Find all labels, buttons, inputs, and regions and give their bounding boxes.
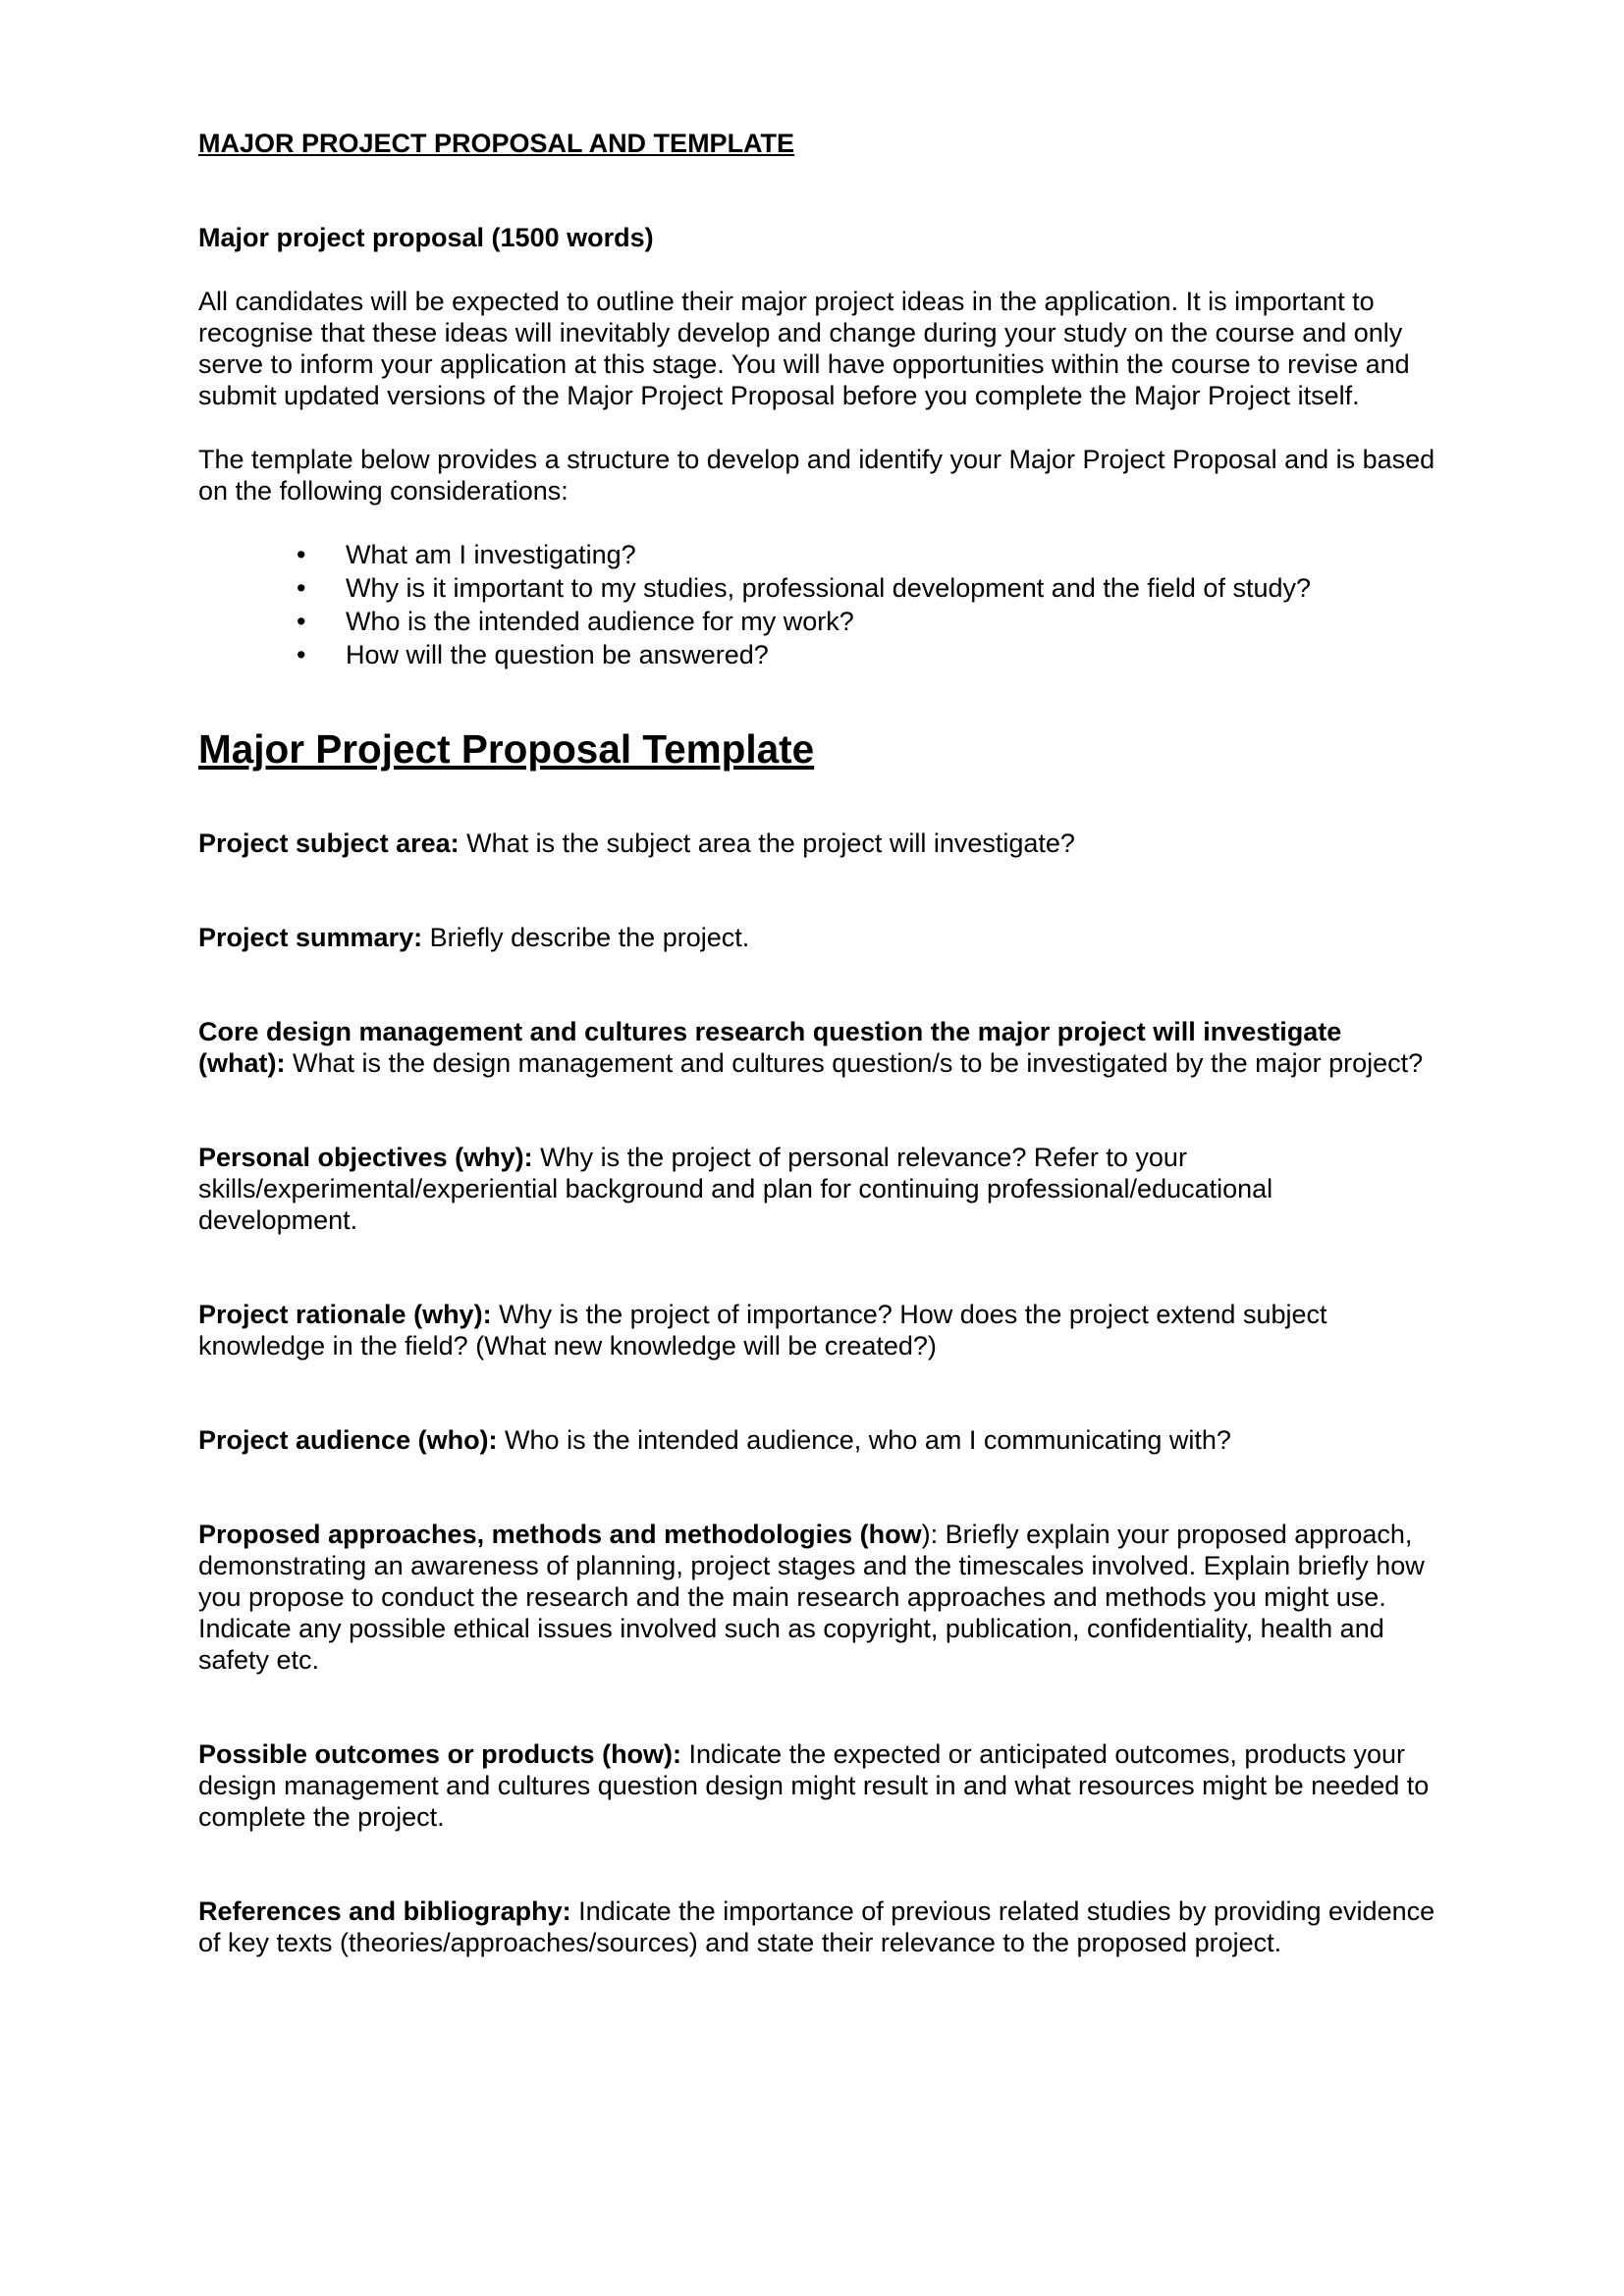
field-subject-area — [198, 828, 1435, 859]
template-intro-paragraph: The template below provides a structure to develop and identify your Major Project Proposal and is based on the following considerations: — [198, 445, 1435, 506]
field-personal-objectives — [198, 1142, 1435, 1236]
document-title: MAJOR PROJECT PROPOSAL AND TEMPLATE — [198, 129, 795, 158]
field-text: What is the subject area the project will investigate? — [459, 828, 1075, 858]
field-label: References and bibliography: — [198, 1896, 571, 1926]
field-label: Core design management and cultures research question the major project will investigate (what): — [198, 1017, 1342, 1078]
field-label: Proposed approaches, methods and methodologies (how — [198, 1520, 922, 1549]
considerations-list — [198, 539, 1435, 670]
field-outcomes — [198, 1738, 1435, 1833]
field-rationale — [198, 1299, 1435, 1362]
field-audience — [198, 1424, 1435, 1456]
template-heading: Major Project Proposal Template — [198, 726, 815, 772]
field-text: Briefly describe the project. — [422, 923, 750, 952]
field-summary — [198, 922, 1435, 953]
field-text: Indicate the importance of previous related studies by providing evidence of key texts (theories/approaches/sources) and state their relevance to the proposed project. — [198, 1896, 1435, 1957]
field-references — [198, 1896, 1435, 1958]
bullet-icon: • — [297, 607, 306, 636]
field-text: Why is the project of personal relevance? Refer to your skills/experimental/experiential background and plan for continuing professional/educational development. — [198, 1143, 1273, 1235]
field-label: Project summary: — [198, 923, 423, 952]
field-label: Possible outcomes or products (how): — [198, 1739, 682, 1769]
template-fields — [198, 828, 1435, 1958]
field-approaches — [198, 1519, 1435, 1676]
document-body — [198, 128, 1435, 1958]
list-item — [198, 639, 1435, 670]
consideration-text: How will the question be answered? — [346, 640, 769, 669]
bullet-icon: • — [297, 640, 306, 669]
proposal-heading: Major project proposal (1500 words) — [198, 223, 654, 252]
field-label: Personal objectives (why): — [198, 1143, 533, 1172]
consideration-text: What am I investigating? — [346, 540, 636, 569]
field-label: Project audience (who): — [198, 1425, 498, 1455]
field-label: Project rationale (why): — [198, 1300, 492, 1329]
list-item — [198, 572, 1435, 604]
field-text: ): Briefly explain your proposed approach, demonstrating an awareness of planning, project stages and the timescales involved. Explain briefly how you propose to conduct the research and the main research approaches and methods you might use. Indicate any possible ethical issues involved such as copyright, publication, confidentiality, health and safety etc. — [198, 1520, 1425, 1675]
field-research-question — [198, 1016, 1435, 1079]
field-text: Indicate the expected or anticipated outcomes, products your design management and cultures question design might result in and what resources might be needed to complete the project. — [198, 1739, 1430, 1832]
consideration-text: Who is the intended audience for my work? — [346, 607, 854, 636]
list-item — [198, 606, 1435, 637]
consideration-text: Why is it important to my studies, professional development and the field of study? — [346, 573, 1311, 603]
bullet-icon: • — [297, 573, 306, 603]
field-text: Why is the project of importance? How does the project extend subject knowledge in the field? (What new knowledge will be created?) — [198, 1300, 1327, 1361]
bullet-icon: • — [297, 540, 306, 569]
field-text: What is the design management and cultures question/s to be investigated by the major project? — [285, 1048, 1424, 1078]
list-item — [198, 539, 1435, 570]
field-text: Who is the intended audience, who am I communicating with? — [497, 1425, 1231, 1455]
intro-paragraph: All candidates will be expected to outline their major project ideas in the application. It is important to recognise that these ideas will inevitably develop and change during your study on the course and only serve to inform your application at this stage. You will have opportunities within the course to revise and submit updated versions of the Major Project Proposal before you complete the Major Project itself. — [198, 287, 1410, 410]
field-label: Project subject area: — [198, 828, 460, 858]
